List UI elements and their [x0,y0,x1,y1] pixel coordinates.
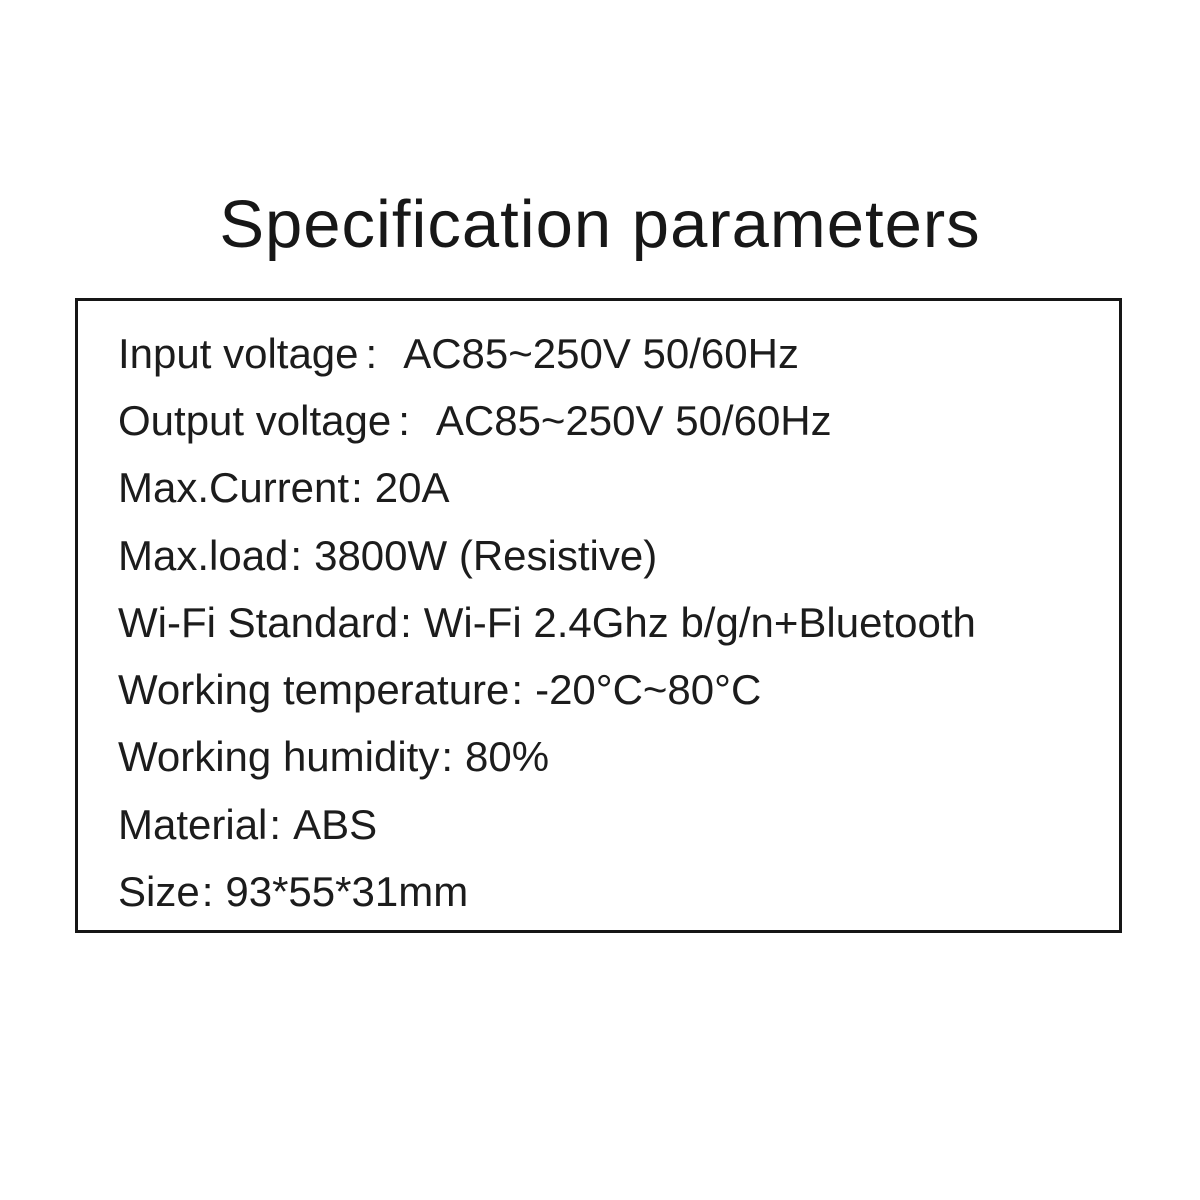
spec-label: Input voltage [118,329,359,377]
spec-colon: : [201,868,214,916]
spec-row-wifi-standard [118,589,1101,656]
spec-label: Output voltage [118,396,392,444]
spec-value: ABS [293,800,378,848]
spec-row-output-voltage [118,387,1101,454]
spec-row-max-current [118,455,1101,522]
spec-label: Material [118,800,268,848]
spec-value: -20°C~80°C [535,666,762,714]
page-title: Specification parameters [219,187,981,262]
spec-value: 80% [465,733,550,781]
spec-colon: : [400,598,412,646]
spec-label: Working temperature [118,666,510,714]
spec-value: AC85~250V 50/60Hz [403,329,799,377]
spec-label: Wi-Fi Standard [118,598,399,646]
spec-value: Wi-Fi 2.4Ghz b/g/n+Bluetooth [423,598,976,646]
spec-label: Size [118,868,200,916]
spec-colon: : [351,464,363,512]
spec-label: Max.Current [118,464,350,512]
spec-colon: : [365,329,378,377]
spec-colon: : [290,531,303,579]
spec-row-max-load [118,522,1101,589]
spec-label: Max.load [118,531,289,579]
spec-label: Working humidity [118,733,440,781]
spec-row-input-voltage [118,320,1101,387]
spec-value: 3800W (Resistive) [314,531,658,579]
spec-colon: : [398,396,410,444]
spec-colon: : [269,800,282,848]
spec-row-material [118,791,1101,858]
spec-colon: : [441,733,454,781]
spec-row-working-temperature [118,656,1101,723]
spec-value: 20A [374,464,450,512]
spec-row-size [118,858,1101,925]
spec-value: AC85~250V 50/60Hz [435,396,832,444]
spec-value: 93*55*31mm [225,868,469,916]
spec-box [75,298,1122,933]
spec-row-working-humidity [118,724,1101,791]
spec-colon: : [511,666,524,714]
